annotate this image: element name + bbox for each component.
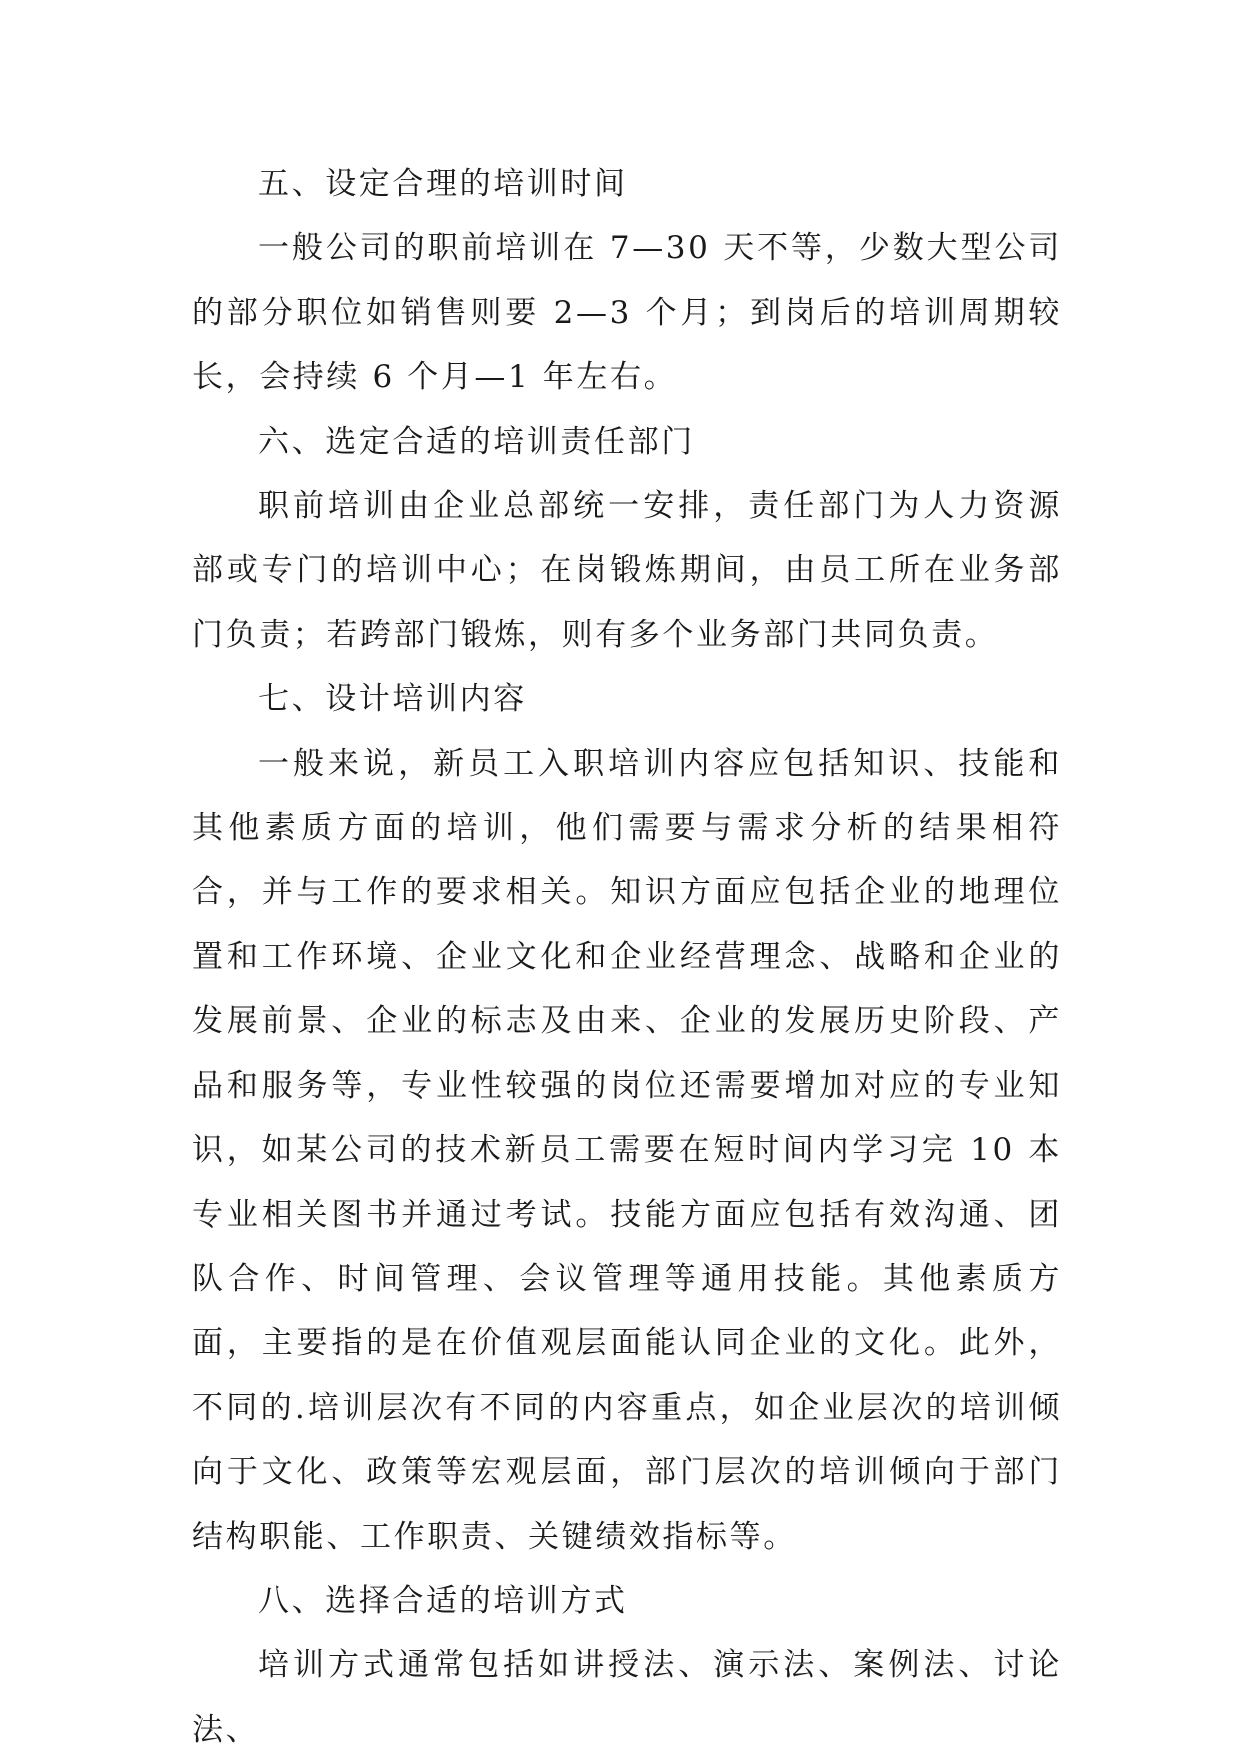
section-heading-6: 六、选定合适的培训责任部门	[258, 423, 695, 460]
document-body	[192, 152, 1062, 1762]
section-paragraph-7: 一般来说，新员工入职培训内容应包括知识、技能和其他素质方面的培训，他们需要与需求分析的结果相符合，并与工作的要求相关。知识方面应包括企业的地理位置和工作环境、企业文化和企业经营理念、战略和企业的发展前景、企业的标志及由来、企业的发展历史阶段、产品和服务等，专业性较强的岗位还需要增加对应的专业知识，如某公司的技术新员工需要在短时间内学习完 10 本专业相关图书并通过考试。技能方面应包括有效沟通、团队合作、时间管理、会议管理等通用技能。其他素质方面，主要指的是在价值观层面能认同企业的文化。此外，不同的.培训层次有不同的内容重点，如企业层次的培训倾向于文化、政策等宏观层面，部门层次的培训倾向于部门结构职能、工作职责、关键绩效指标等。	[192, 745, 1062, 1555]
section-paragraph-8: 培训方式通常包括如讲授法、演示法、案例法、讨论法、	[192, 1647, 1062, 1748]
section-heading-7: 七、设计培训内容	[258, 681, 527, 718]
section-heading-5: 五、设定合理的培训时间	[258, 166, 628, 202]
section-heading-8: 八、选择合适的培训方式	[258, 1582, 628, 1619]
section-paragraph-5: 一般公司的职前培训在 7—30 天不等，少数大型公司的部分职位如销售则要 2—3 个月；到岗后的培训周期较长，会持续 6 个月—1 年左右。	[192, 230, 1062, 396]
section-paragraph-6: 职前培训由企业总部统一安排，责任部门为人力资源部或专门的培训中心；在岗锻炼期间，由员工所在业务部门负责；若跨部门锻炼，则有多个业务部门共同负责。	[192, 488, 1062, 653]
